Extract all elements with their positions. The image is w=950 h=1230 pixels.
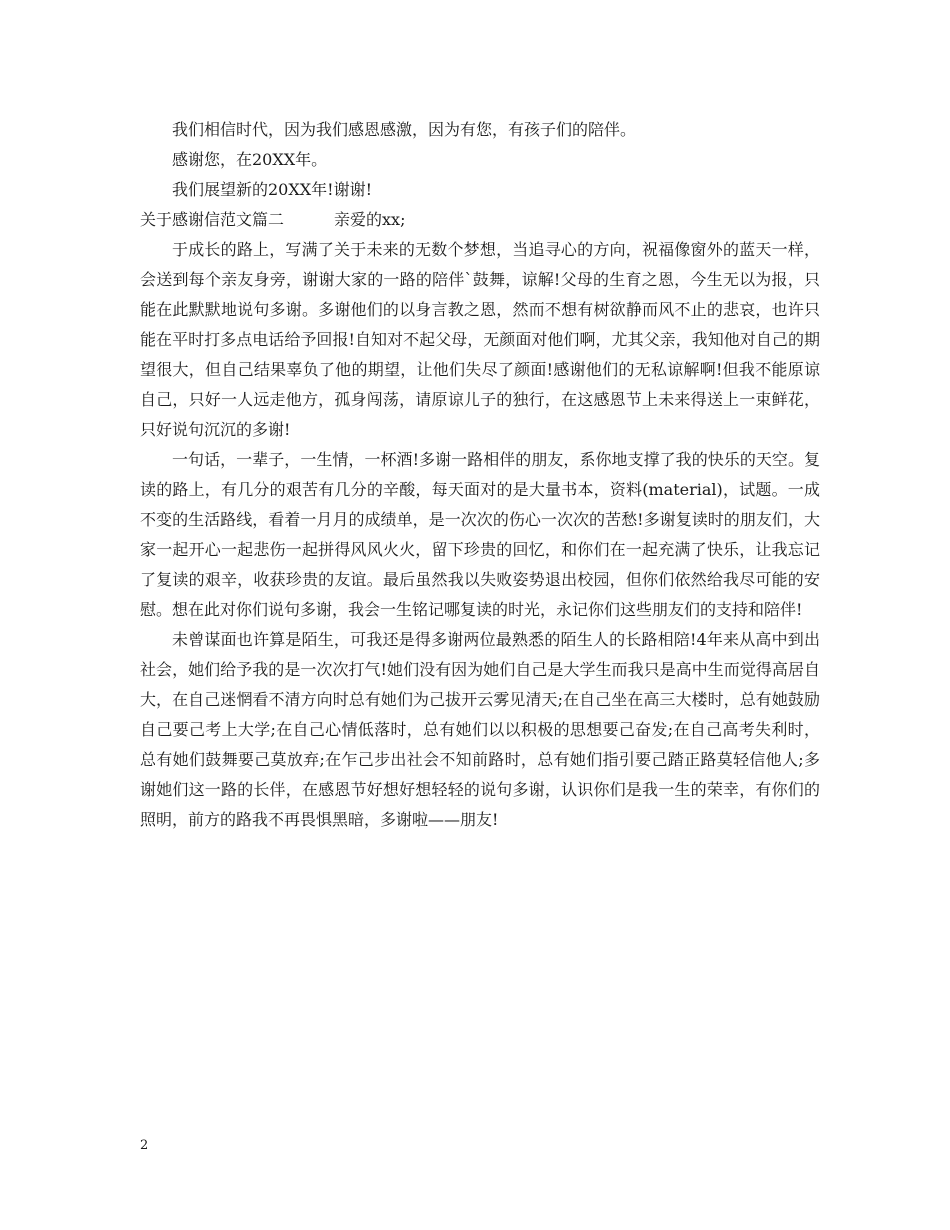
closing-paragraph-1: 我们相信时代，因为我们感恩感激，因为有您，有孩子们的陪伴。 — [172, 120, 637, 139]
document-body — [140, 115, 820, 835]
closing-paragraph-3: 我们展望新的20XX年!谢谢! — [172, 180, 373, 199]
closing-paragraph-2: 感谢您，在20XX年。 — [172, 150, 328, 169]
salutation: 亲爱的xx; — [334, 210, 406, 229]
body-paragraph-3: 未曾谋面也许算是陌生，可我还是得多谢两位最熟悉的陌生人的长路相陪!4年来从高中到出社会，她们给予我的是一次次打气!她们没有因为她们自己是大学生而我只是高中生而觉得高居自大，在自己迷惘看不清方向时总有她们为己拔开云雾见清天;在自己坐在高三大楼时，总有她鼓励自己要己考上大学;在自己心情低落时，总有她们以以积极的思想要己奋发;在自己高考失利时，总有她们鼓舞要己莫放弃;在乍己步出社会不知前路时，总有她们指引要己踏正路莫轻信他人;多谢她们这一路的长伴，在感恩节好想好想轻轻的说句多谢，认识你们是我一生的荣幸，有你们的照明，前方的路我不再畏惧黑暗，多谢啦——朋友! — [140, 630, 820, 829]
body-paragraph-2: 一句话，一辈子，一生情，一杯酒!多谢一路相伴的朋友，系你地支撑了我的快乐的天空。复读的路上，有几分的艰苦有几分的辛酸，每天面对的是大量书本，资料(material)，试题。一成不变的生活路线，看着一月月的成绩单，是一次次的伤心一次次的苦愁!多谢复读时的朋友们，大家一起开心一起悲伤一起拼得风风火火，留下珍贵的回忆，和你们在一起充满了快乐，让我忘记了复读的艰辛，收获珍贵的友谊。最后虽然我以失败姿势退出校园，但你们依然给我尽可能的安慰。想在此对你们说句多谢，我会一生铭记哪复读的时光，永记你们这些朋友们的支持和陪伴! — [140, 450, 820, 619]
body-paragraph-1: 于成长的路上，写满了关于未来的无数个梦想，当追寻心的方向，祝福像窗外的蓝天一样，会送到每个亲友身旁，谢谢大家的一路的陪伴`鼓舞，谅解!父母的生育之恩，今生无以为报，只能在此默默地说句多谢。多谢他们的以身言教之恩，然而不想有树欲静而风不止的悲哀，也许只能在平时打多点电话给予回报!自知对不起父母，无颜面对他们啊，尤其父亲，我知他对自己的期望很大，但自己结果辜负了他的期望，让他们失尽了颜面!感谢他们的无私谅解啊!但我不能原谅自己，只好一人远走他方，孤身闯荡，请原谅儿子的独行，在这感恩节上未来得送上一束鲜花，只好说句沉沉的多谢! — [140, 240, 820, 439]
page-number: 2 — [140, 1138, 149, 1153]
section-heading-line — [140, 205, 820, 235]
section-title: 关于感谢信范文篇二 — [140, 210, 285, 229]
